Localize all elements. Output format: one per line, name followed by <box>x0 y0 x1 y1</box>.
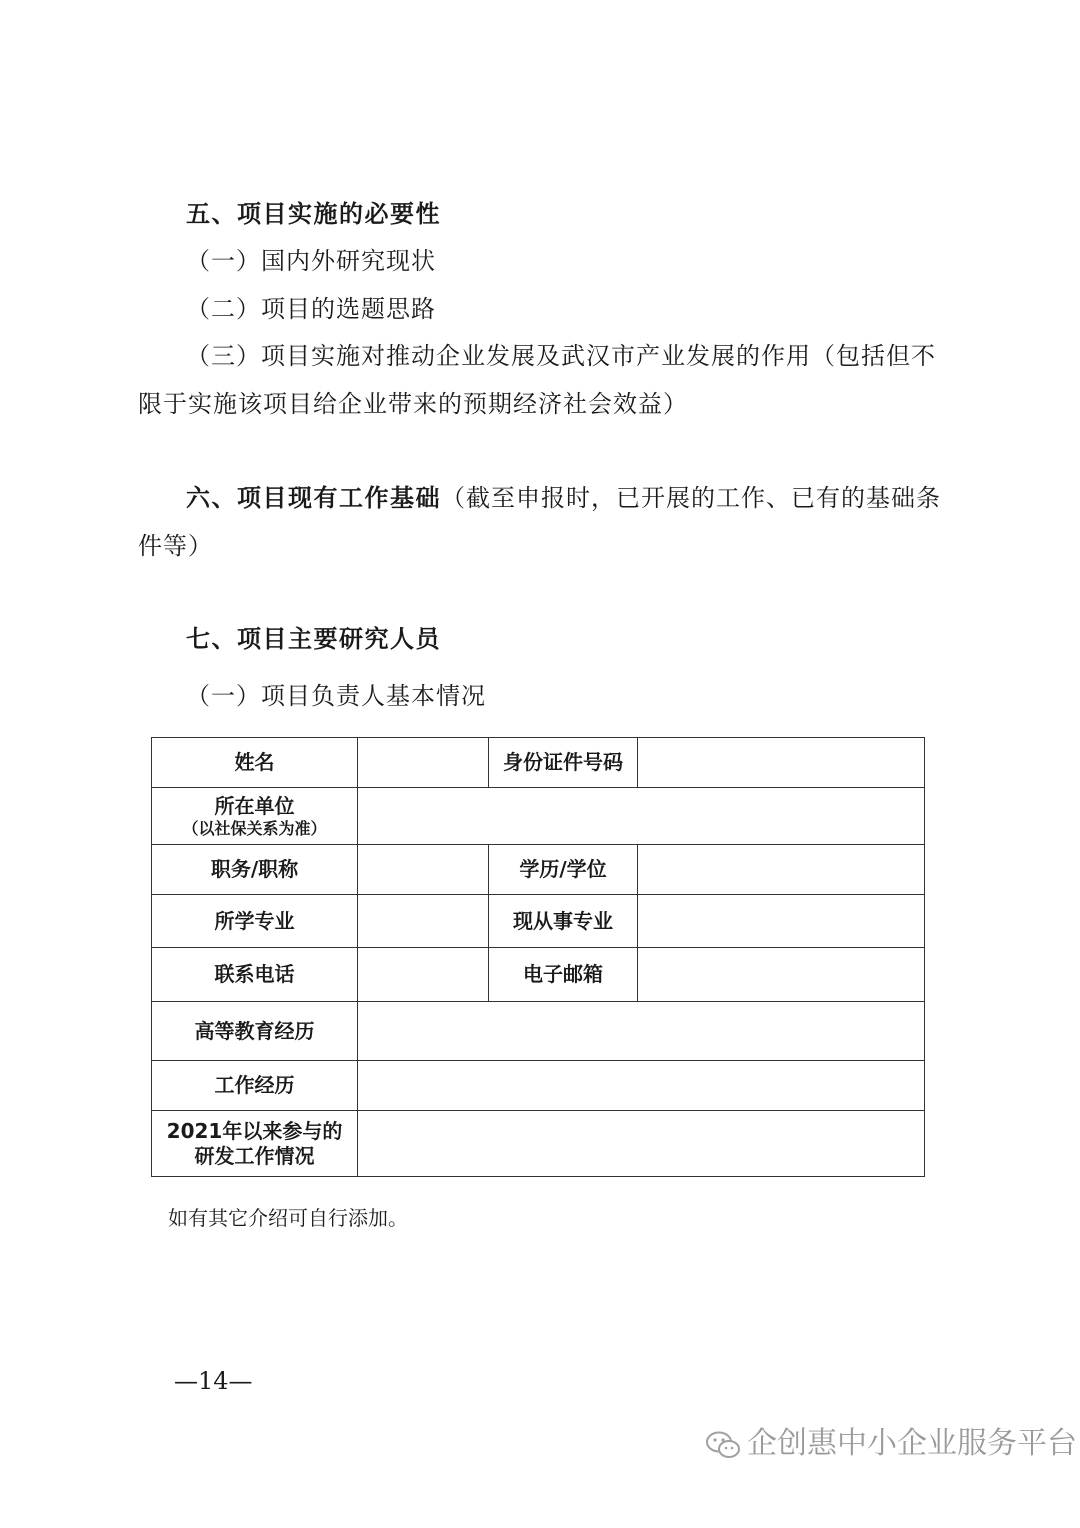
current-field-label: 现从事专业 <box>489 895 638 948</box>
major-label: 所学专业 <box>152 895 358 948</box>
table-row <box>152 1111 925 1177</box>
id-number-value-cell[interactable] <box>638 738 925 788</box>
email-label: 电子邮箱 <box>489 948 638 1002</box>
employer-label: 所在单位 <box>214 793 295 818</box>
section-7-item-1: （一）项目负责人基本情况 <box>186 682 486 710</box>
email-value-cell[interactable] <box>638 948 925 1002</box>
section-6-heading <box>186 482 941 514</box>
education-label: 学历/学位 <box>489 845 638 895</box>
work-experience-label: 工作经历 <box>152 1061 358 1111</box>
rd-since-2021-label-line1: 2021年以来参与的 <box>166 1118 343 1143</box>
table-row <box>152 788 925 845</box>
employer-label-cell <box>152 788 358 845</box>
table-row <box>152 1002 925 1061</box>
rd-since-2021-label-line2: 研发工作情况 <box>194 1143 315 1168</box>
section-6-note-line2: 件等） <box>138 532 213 560</box>
watermark <box>705 1424 1077 1464</box>
wechat-icon <box>705 1430 741 1460</box>
phone-label: 联系电话 <box>152 948 358 1002</box>
section-6-note-line1: （截至申报时，已开展的工作、已有的基础条 <box>441 484 941 512</box>
section-5-title: 五、项目实施的必要性 <box>186 200 441 228</box>
note-text: 如有其它介绍可自行添加。 <box>168 1206 408 1230</box>
work-experience-value-cell[interactable] <box>358 1061 925 1111</box>
pi-info-table <box>151 737 925 1177</box>
section-5-item-1: （一）国内外研究现状 <box>186 247 436 275</box>
phone-value-cell[interactable] <box>358 948 489 1002</box>
section-5-item-2: （二）项目的选题思路 <box>186 295 436 323</box>
rd-since-2021-label-cell <box>152 1111 358 1177</box>
higher-education-label: 高等教育经历 <box>152 1002 358 1061</box>
employer-note: （以社保关系为准） <box>182 818 327 838</box>
name-label: 姓名 <box>152 738 358 788</box>
higher-education-value-cell[interactable] <box>358 1002 925 1061</box>
rd-since-2021-value-cell[interactable] <box>358 1111 925 1177</box>
watermark-text: 企创惠中小企业服务平台 <box>747 1426 1077 1461</box>
employer-value-cell[interactable] <box>358 788 925 845</box>
current-field-value-cell[interactable] <box>638 895 925 948</box>
position-label: 职务/职称 <box>152 845 358 895</box>
major-value-cell[interactable] <box>358 895 489 948</box>
name-value-cell[interactable] <box>358 738 489 788</box>
page-number: —14— <box>174 1367 253 1395</box>
education-value-cell[interactable] <box>638 845 925 895</box>
table-row <box>152 1061 925 1111</box>
section-6-title: 六、项目现有工作基础 <box>186 484 441 512</box>
table-row <box>152 845 925 895</box>
section-7-title: 七、项目主要研究人员 <box>186 625 441 653</box>
position-value-cell[interactable] <box>358 845 489 895</box>
table-row <box>152 738 925 788</box>
section-5-item-3-line1: （三）项目实施对推动企业发展及武汉市产业发展的作用（包括但不 <box>186 342 936 370</box>
table-row <box>152 948 925 1002</box>
table-row <box>152 895 925 948</box>
id-number-label: 身份证件号码 <box>489 738 638 788</box>
section-5-item-3-line2: 限于实施该项目给企业带来的预期经济社会效益） <box>138 390 688 418</box>
